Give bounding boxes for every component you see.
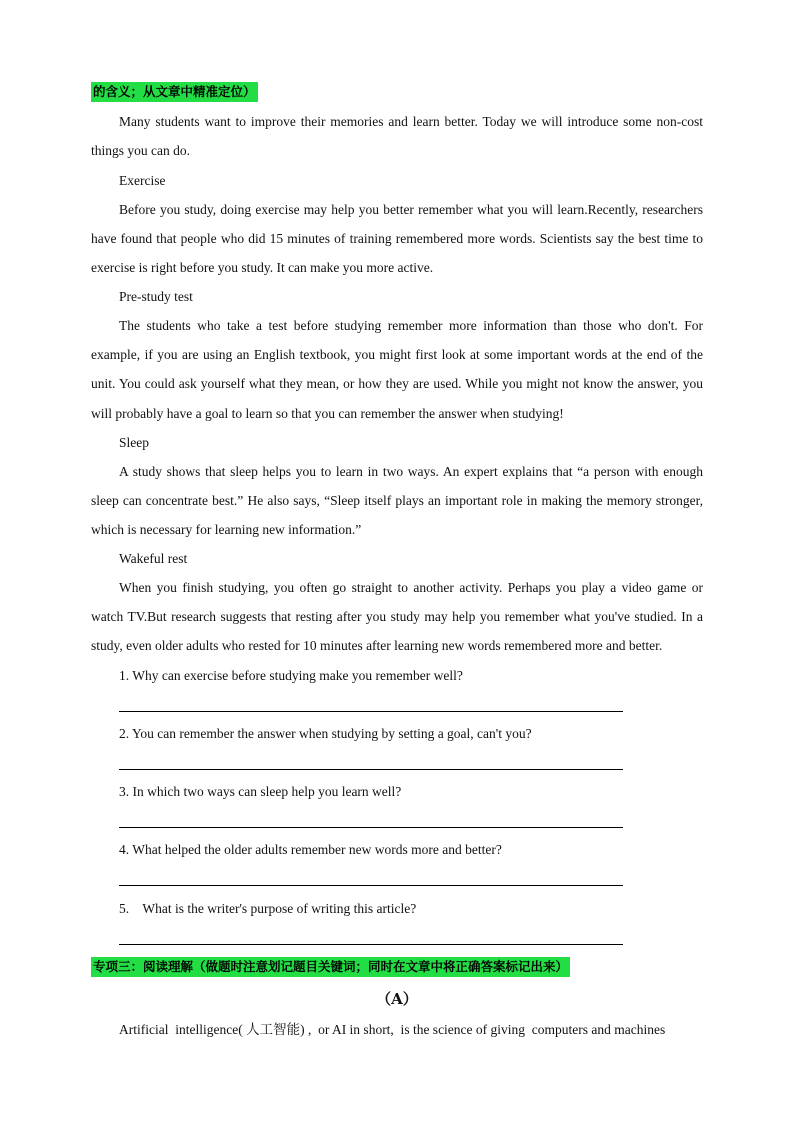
section-title-exercise: Exercise bbox=[119, 173, 166, 188]
section-text-exercise: Before you study, doing exercise may help you better remember what you will learn.Recently, researchers have found that people who did 15 minutes of training remembered more words. Scientists say the best time to exercise is right before you study. It can make you more active. bbox=[91, 202, 703, 276]
question-5: 5. What is the writer's purpose of writing this article? bbox=[119, 901, 417, 916]
section-header-highlight: 的含义；从文章中精准定位） bbox=[91, 82, 258, 102]
question-4: 4. What helped the older adults remember new words more and better? bbox=[119, 842, 502, 857]
section-title-sleep: Sleep bbox=[119, 435, 149, 450]
question-3: 3. In which two ways can sleep help you learn well? bbox=[119, 784, 402, 799]
part-a-title: （A） bbox=[376, 990, 418, 1008]
section-title-prestudy: Pre-study test bbox=[119, 289, 193, 304]
section-title-wakeful-rest: Wakeful rest bbox=[119, 551, 188, 566]
answer-line-1[interactable] bbox=[119, 711, 623, 712]
section-text-sleep: A study shows that sleep helps you to learn in two ways. An expert explains that “a person with enough sleep can concentrate best.” He also says, “Sleep itself plays an important role in making the memory stronger, which is necessary for learning new information.” bbox=[91, 464, 703, 538]
section-text-wakeful-rest: When you finish studying, you often go straight to another activity. Perhaps you play a video game or watch TV.But research suggests that resting after you study may help you remember what you've studied. In a study, even older adults who rested for 10 minutes after learning new words remembered more and better. bbox=[91, 580, 703, 654]
question-1: 1. Why can exercise before studying make you remember well? bbox=[119, 668, 463, 683]
section-text-prestudy: The students who take a test before studying remember more information than those who don't. For example, if you are using an English textbook, you might first look at some important words at the end of the unit. You could ask yourself what they mean, or how they are used. While you might not know the answer, you will probably have a goal to learn so that you can remember the answer when studying! bbox=[91, 318, 703, 421]
section3-header-highlight: 专项三：阅读理解（做题时注意划记题目关键词；同时在文章中将正确答案标记出来） bbox=[91, 957, 570, 977]
intro-paragraph: Many students want to improve their memories and learn better. Today we will introduce some non-cost things you can do. bbox=[91, 114, 703, 159]
question-2: 2. You can remember the answer when studying by setting a goal, can't you? bbox=[119, 726, 532, 741]
answer-line-4[interactable] bbox=[119, 885, 623, 886]
part-a-first-line: Artificial intelligence( 人工智能) , or AI in short, is the science of giving computers and machines bbox=[119, 1022, 666, 1037]
answer-line-3[interactable] bbox=[119, 827, 623, 828]
answer-line-2[interactable] bbox=[119, 769, 623, 770]
answer-line-5[interactable] bbox=[119, 944, 623, 945]
